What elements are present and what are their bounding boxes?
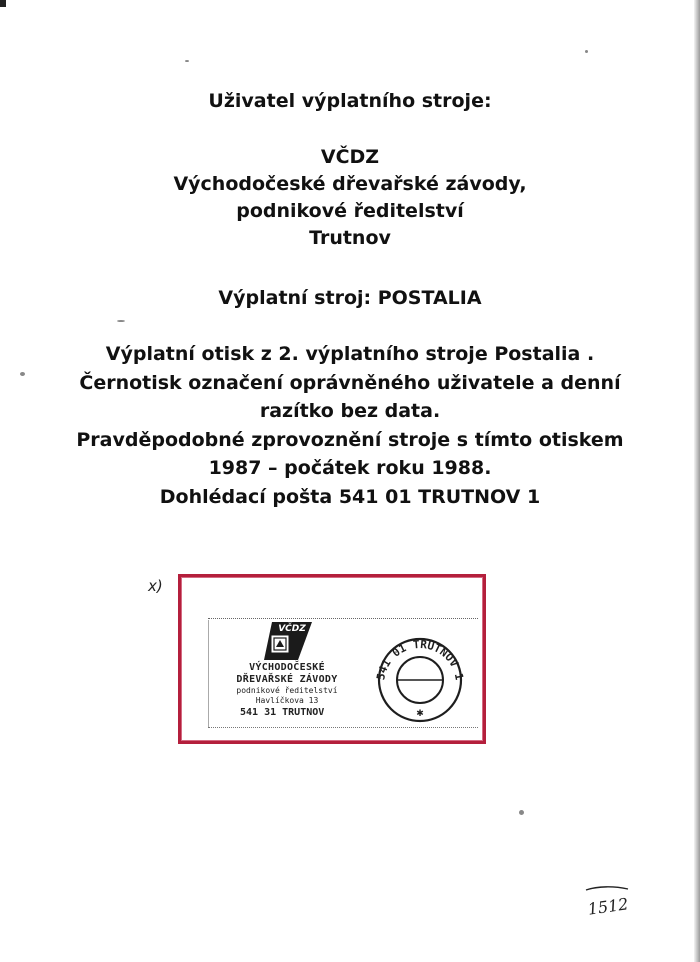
description-line: 1987 – počátek roku 1988. (208, 457, 492, 479)
postmark-text: 541 01 TRUTNOV 1 (374, 637, 466, 682)
user-heading: Uživatel výplatního stroje: (208, 90, 492, 112)
description-line: Dohlédací pošta 541 01 TRUTNOV 1 (159, 485, 541, 508)
envelope-cut-top (208, 618, 478, 621)
address-line: 541 31 TRUTNOV (240, 707, 325, 718)
scan-speck (185, 60, 189, 62)
company-name-line2: podnikové ředitelství (236, 200, 464, 222)
envelope-cut-left (208, 620, 209, 727)
machine-block (0, 285, 700, 312)
address-line: podnikové ředitelství (236, 686, 338, 695)
envelope-cut-bottom (208, 727, 478, 730)
footnote-marker: x) (148, 577, 163, 595)
description-line: razítko bez data. (259, 400, 441, 422)
scan-corner-mark (0, 0, 6, 7)
user-heading-block (0, 88, 700, 115)
machine-label: Výplatní stroj: POSTALIA (218, 287, 482, 309)
address-line: VÝCHODOČESKÉ (249, 662, 325, 673)
description-line: Černotisk označení oprávněného uživatele a denní (79, 371, 621, 394)
handwritten-page-number (580, 882, 640, 922)
postmark-stamp-icon (370, 632, 470, 724)
description-line: Pravděpodobné zprovoznění stroje s tímto otiskem (76, 428, 624, 451)
address-line: Havlíčkova 13 (255, 696, 319, 705)
scan-speck (117, 320, 125, 322)
description-block (0, 340, 700, 511)
scan-speck (519, 810, 524, 815)
sender-address (222, 662, 352, 720)
company-block (0, 144, 700, 252)
address-line: DŘEVAŘSKÉ ZÁVODY (236, 674, 338, 685)
svg-text:541 01 TRUTNOV 1 (374, 638, 466, 682)
scan-speck (585, 50, 588, 53)
description-line: Výplatní otisk z 2. výplatního stroje Postalia . (105, 343, 595, 365)
company-name-line1: Východočeské dřevařské závody, (173, 173, 527, 195)
page-number-text: 1512 (586, 894, 630, 919)
logo-text: VČDZ (278, 624, 306, 634)
company-abbrev: VČDZ (320, 146, 380, 168)
vcdz-logo-icon (258, 620, 314, 662)
postmark-star: ✱ (416, 709, 424, 719)
company-city: Trutnov (309, 227, 391, 249)
